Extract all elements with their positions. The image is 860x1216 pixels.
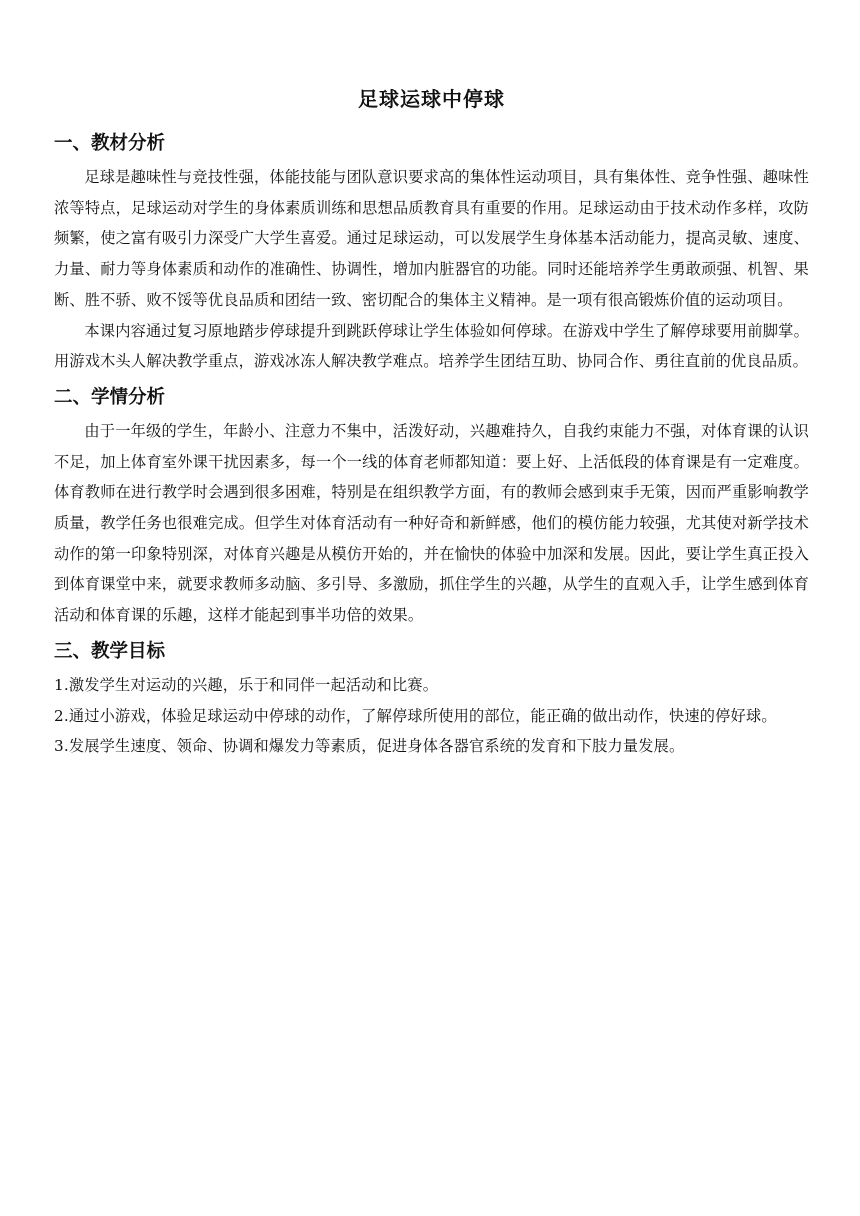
goal-item: 2.通过小游戏，体验足球运动中停球的动作，了解停球所使用的部位，能正确的做出动作，快速的停好球。 [54,706,777,725]
goal-item: 1.激发学生对运动的兴趣，乐于和同伴一起活动和比赛。 [54,675,439,694]
paragraph: 由于一年级的学生，年龄小、注意力不集中，活泼好动，兴趣难持久，自我约束能力不强，对体育课的认识不足，加上体育室外课干扰因素多，每一个一线的体育老师都知道：要上好、上活低段的体育课是有一定难度。体育教师在进行教学时会遇到很多困难，特别是在组织教学方面，有的教师会感到束手无策，因而严重影响教学质量，教学任务也很难完成。但学生对体育活动有一种好奇和新鲜感，他们的模仿能力较强，尤其使对新学技术动作的第一印象特别深，对体育兴趣是从模仿开始的，并在愉快的体验中加深和发展。因此，要让学生真正投入到体育课堂中来，就要求教师多动脑、多引导、多激励，抓住学生的兴趣，从学生的直观入手，让学生感到体育活动和体育课的乐趣，这样才能起到事半功倍的效果。 [54,421,809,625]
paragraph: 足球是趣味性与竞技性强，体能技能与团队意识要求高的集体性运动项目，具有集体性、竞争性强、趣味性浓等特点，足球运动对学生的身体素质训练和思想品质教育具有重要的作用。足球运动由于技术动作多样，攻防频繁，使之富有吸引力深受广大学生喜爱。通过足球运动，可以发展学生身体基本活动能力，提高灵敏、速度、力量、耐力等身体素质和动作的准确性、协调性，增加内脏器官的功能。同时还能培养学生勇敢顽强、机智、果断、胜不骄、败不馁等优良品质和团结一致、密切配合的集体主义精神。是一项有很高锻炼价值的运动项目。 [54,168,809,309]
goal-item: 3.发展学生速度、领命、协调和爆发力等素质，促进身体各器官系统的发育和下肢力量发展。 [54,737,685,756]
document-title: 足球运球中停球 [358,87,505,111]
paragraph: 本课内容通过复习原地踏步停球提升到跳跃停球让学生体验如何停球。在游戏中学生了解停球要用前脚掌。用游戏木头人解决教学重点，游戏冰冻人解决教学难点。培养学生团结互助、协同合作、勇往直前的优良品质。 [54,321,809,371]
section-heading: 三、教学目标 [54,640,166,662]
document-page [54,84,809,769]
section-heading: 二、学情分析 [54,386,166,408]
section-teaching-goals [54,638,809,762]
section-heading: 一、教材分析 [54,133,166,154]
section-student-analysis [54,384,809,631]
section-textbook-analysis [54,130,809,377]
